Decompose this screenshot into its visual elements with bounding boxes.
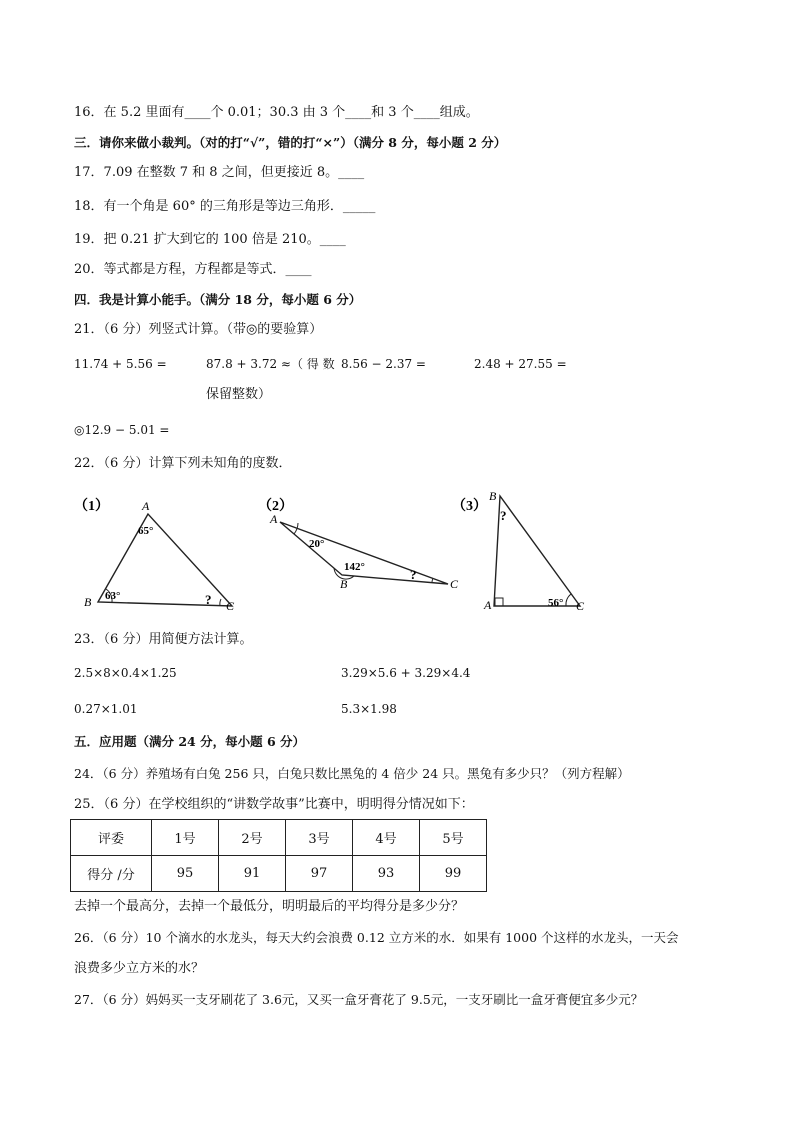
unknown-angle-mark: ? [410,567,417,582]
section-3-heading: 三．请你来做小裁判。（对的打“√”，错的打“×”）（满分 8 分，每小题 2 分） [74,135,507,150]
table-cell: 95 [152,856,219,892]
calc-23d: 5.3×1.98 [341,702,397,716]
figure-1-number: （1） [74,499,109,514]
table-cell: 93 [353,856,420,892]
angle-a-label: 20° [309,538,325,550]
unknown-angle-mark: ? [205,592,212,607]
angle-b-label: 63° [105,590,121,602]
calc-23a: 2.5×8×0.4×1.25 [74,666,177,680]
question-16: 16．在 5.2 里面有____个 0.01；30.3 由 3 个____和 3 个____组成。 [74,105,479,120]
question-19: 19．把 0.21 扩大到它的 100 倍是 210。____ [74,232,346,247]
figure-3-number: （3） [452,499,487,514]
figure-3-triangle [452,490,592,616]
question-18: 18．有一个角是 60° 的三角形是等边三角形．_____ [74,199,376,214]
question-20: 20．等式都是方程，方程都是等式．____ [74,262,312,277]
calc-21e: ◎12.9 − 5.01 = [74,423,170,437]
question-24: 24．（6 分）养殖场有白兔 256 只，白兔只数比黑兔的 4 倍少 24 只。黑兔有多少只？（列方程解） [74,766,630,781]
question-21: 21．（6 分）列竖式计算。（带◎的要验算） [74,322,323,337]
table-cell: 97 [286,856,353,892]
question-17: 17．7.09 在整数 7 和 8 之间，但更接近 8。____ [74,165,365,180]
vertex-a: A [142,499,150,513]
table-cell: 1号 [152,820,219,856]
table-cell: 4号 [353,820,420,856]
figure-2 [258,492,468,592]
question-25-followup: 去掉一个最高分，去掉一个最低分，明明最后的平均得分是多少分？ [74,899,465,914]
question-27: 27．（6 分）妈妈买一支牙刷花了 3.6元，又买一盒牙膏花了 9.5元，一支牙刷比一盒牙膏便宜多少元？ [74,992,644,1007]
table-cell: 得分 /分 [71,856,152,892]
angle-a-label: 65° [138,525,154,537]
angle-b-label: 142° [344,561,365,573]
vertex-a: A [484,598,492,612]
vertex-c: C [576,599,585,613]
vertex-c: C [450,577,459,591]
table-cell: 5号 [420,820,487,856]
question-23: 23．（6 分）用简便方法计算。 [74,632,253,647]
section-4-heading: 四．我是计算小能手。（满分 18 分，每小题 6 分） [74,292,362,307]
table-cell: 2号 [219,820,286,856]
figure-1-triangle [74,492,244,616]
table-row [71,820,487,856]
vertex-b: B [340,577,348,591]
calc-21b: 87.8 + 3.72 ≈（ 得 数 [206,357,335,371]
calc-23c: 0.27×1.01 [74,702,138,716]
vertex-b: B [489,489,497,503]
table-cell: 评委 [71,820,152,856]
table-cell: 99 [420,856,487,892]
angle-c-label: 56° [548,597,564,609]
table-cell: 91 [219,856,286,892]
vertex-c: C [226,599,235,613]
question-22: 22．（6 分）计算下列未知角的度数． [74,456,292,471]
calc-21d: 2.48 + 27.55 = [474,357,567,371]
figure-2-number: （2） [258,499,293,514]
calc-21b-note: 保留整数） [206,387,272,402]
figure-1 [74,492,244,616]
figure-3 [452,490,592,616]
question-26-continued: 浪费多少立方米的水？ [74,961,205,976]
calc-21a: 11.74 + 5.56 = [74,357,167,371]
calc-21c: 8.56 − 2.37 = [341,357,426,371]
table-cell: 3号 [286,820,353,856]
score-table [70,819,487,892]
question-26: 26．（6 分）10 个滴水的水龙头，每天大约会浪费 0.12 立方米的水．如果有 1000 个这样的水龙头，一天会 [74,930,679,945]
unknown-angle-mark: ? [500,508,507,523]
question-25: 25．（6 分）在学校组织的“讲数学故事”比赛中，明明得分情况如下： [74,797,474,812]
table-row [71,856,487,892]
vertex-b: B [84,595,92,609]
vertex-a: A [270,512,278,526]
calc-23b: 3.29×5.6 + 3.29×4.4 [341,666,471,680]
section-5-heading: 五．应用题（满分 24 分，每小题 6 分） [74,734,306,749]
figure-2-triangle [258,492,468,592]
